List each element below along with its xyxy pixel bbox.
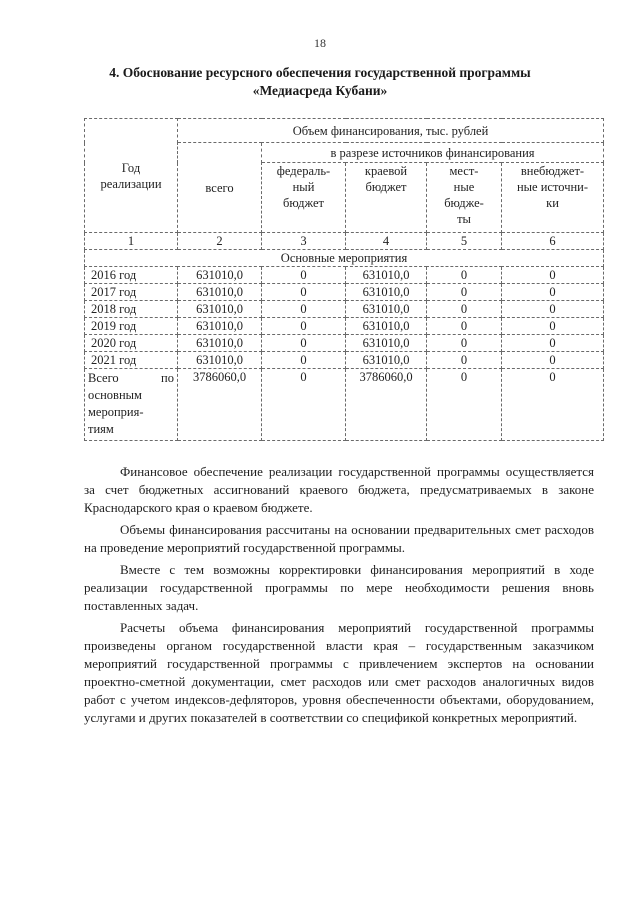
cell-year: 2021 год [85, 352, 178, 369]
header-regional-line: краевой [364, 164, 408, 178]
header-local [427, 163, 502, 233]
header-federal [262, 163, 346, 233]
header-extra-line: ные источни- [516, 180, 589, 194]
cell-year: 2020 год [85, 335, 178, 352]
cell-total: 631010,0 [178, 318, 262, 335]
total-label-line: тиям [88, 422, 114, 436]
cell-regional: 3786060,0 [346, 369, 427, 441]
column-number: 5 [427, 233, 502, 250]
header-local-line: мест- [449, 164, 479, 178]
total-label-line: основным [88, 388, 142, 402]
table-row [85, 352, 604, 369]
cell-extra: 0 [502, 318, 604, 335]
cell-local: 0 [427, 318, 502, 335]
cell-year: 2016 год [85, 267, 178, 284]
column-number: 1 [85, 233, 178, 250]
total-row [85, 369, 604, 441]
column-number-row [85, 233, 604, 250]
table-row [85, 284, 604, 301]
section-heading [60, 64, 580, 100]
header-local-line: ные [453, 180, 475, 194]
total-label-word: Всего [88, 371, 119, 385]
cell-federal: 0 [262, 284, 346, 301]
cell-regional: 631010,0 [346, 318, 427, 335]
header-year-line: Год [121, 160, 141, 175]
paragraph: Вместе с тем возможны корректировки финансирования мероприятий в ходе реализации государственной программы по мере необходимости решения вновь поставленных задач. [84, 562, 594, 613]
cell-federal: 0 [262, 318, 346, 335]
column-number: 2 [178, 233, 262, 250]
header-financing-volume: Объем финансирования, тыс. рублей [178, 119, 604, 143]
cell-local: 0 [427, 369, 502, 441]
cell-extra: 0 [502, 301, 604, 318]
header-federal-line: бюджет [283, 196, 324, 210]
cell-local: 0 [427, 284, 502, 301]
section-row [85, 250, 604, 267]
header-extra [502, 163, 604, 233]
cell-federal: 0 [262, 335, 346, 352]
header-sources: в разрезе источников финансирования [262, 143, 604, 163]
cell-year: 2017 год [85, 284, 178, 301]
header-local-line: ты [457, 212, 471, 226]
paragraph: Объемы финансирования рассчитаны на основании предварительных смет расходов на проведение мероприятий государственной программы. [84, 522, 594, 555]
cell-extra: 0 [502, 369, 604, 441]
cell-local: 0 [427, 352, 502, 369]
header-year-line: реализации [100, 176, 162, 191]
cell-total: 3786060,0 [178, 369, 262, 441]
total-label-line [88, 370, 174, 387]
table-row [85, 318, 604, 335]
cell-federal: 0 [262, 301, 346, 318]
cell-total: 631010,0 [178, 301, 262, 318]
header-federal-line: ный [292, 180, 315, 194]
financing-table [84, 118, 604, 441]
paragraph: Расчеты объема финансирования мероприятий государственной программы произведены органом государственной власти края – государственным заказчиком мероприятий государственной программы с привлечением экспертов на основании проектно-сметной документации, смет расходов или смет расходов аналогичных видов работ с учетом индексов-дефляторов, уровня обеспеченности объектами, оборудованием, услугами и других показателей в соответствии со спецификой конкретных мероприятий. [84, 620, 594, 725]
cell-total-label [85, 369, 178, 441]
cell-total: 631010,0 [178, 284, 262, 301]
header-regional [346, 163, 427, 233]
table-row [85, 267, 604, 284]
cell-local: 0 [427, 267, 502, 284]
cell-extra: 0 [502, 352, 604, 369]
cell-federal: 0 [262, 369, 346, 441]
table-row [85, 335, 604, 352]
table-row [85, 301, 604, 318]
section-heading-line: «Медиасреда Кубани» [252, 83, 388, 98]
cell-regional: 631010,0 [346, 267, 427, 284]
page-number: 18 [314, 36, 326, 50]
header-local-line: бюдже- [444, 196, 484, 210]
paragraph: Финансовое обеспечение реализации государственной программы осуществляется за счет бюджетных ассигнований краевого бюджета, предусматриваемых в законе Краснодарского края о краевом бюджете. [84, 464, 594, 515]
header-federal-line: федераль- [276, 164, 331, 178]
column-number: 6 [502, 233, 604, 250]
header-extra-line: ки [546, 196, 559, 210]
cell-extra: 0 [502, 267, 604, 284]
total-label-line: мероприя- [88, 405, 144, 419]
column-number: 3 [262, 233, 346, 250]
cell-year: 2018 год [85, 301, 178, 318]
cell-extra: 0 [502, 335, 604, 352]
column-number: 4 [346, 233, 427, 250]
cell-year: 2019 год [85, 318, 178, 335]
cell-local: 0 [427, 335, 502, 352]
cell-local: 0 [427, 301, 502, 318]
cell-federal: 0 [262, 267, 346, 284]
table-header-row [85, 119, 604, 143]
section-label: Основные мероприятия [85, 250, 604, 267]
body-text [84, 463, 594, 731]
cell-regional: 631010,0 [346, 335, 427, 352]
cell-regional: 631010,0 [346, 284, 427, 301]
header-regional-line: бюджет [365, 180, 407, 194]
header-extra-line: внебюджет- [520, 164, 585, 178]
header-year [85, 119, 178, 233]
section-heading-line: 4. Обоснование ресурсного обеспечения государственной программы [109, 65, 531, 80]
cell-federal: 0 [262, 352, 346, 369]
header-total: всего [178, 143, 262, 233]
cell-extra: 0 [502, 284, 604, 301]
cell-regional: 631010,0 [346, 352, 427, 369]
total-label [88, 369, 174, 438]
cell-regional: 631010,0 [346, 301, 427, 318]
cell-total: 631010,0 [178, 335, 262, 352]
total-label-word: по [161, 371, 174, 385]
cell-total: 631010,0 [178, 352, 262, 369]
cell-total: 631010,0 [178, 267, 262, 284]
